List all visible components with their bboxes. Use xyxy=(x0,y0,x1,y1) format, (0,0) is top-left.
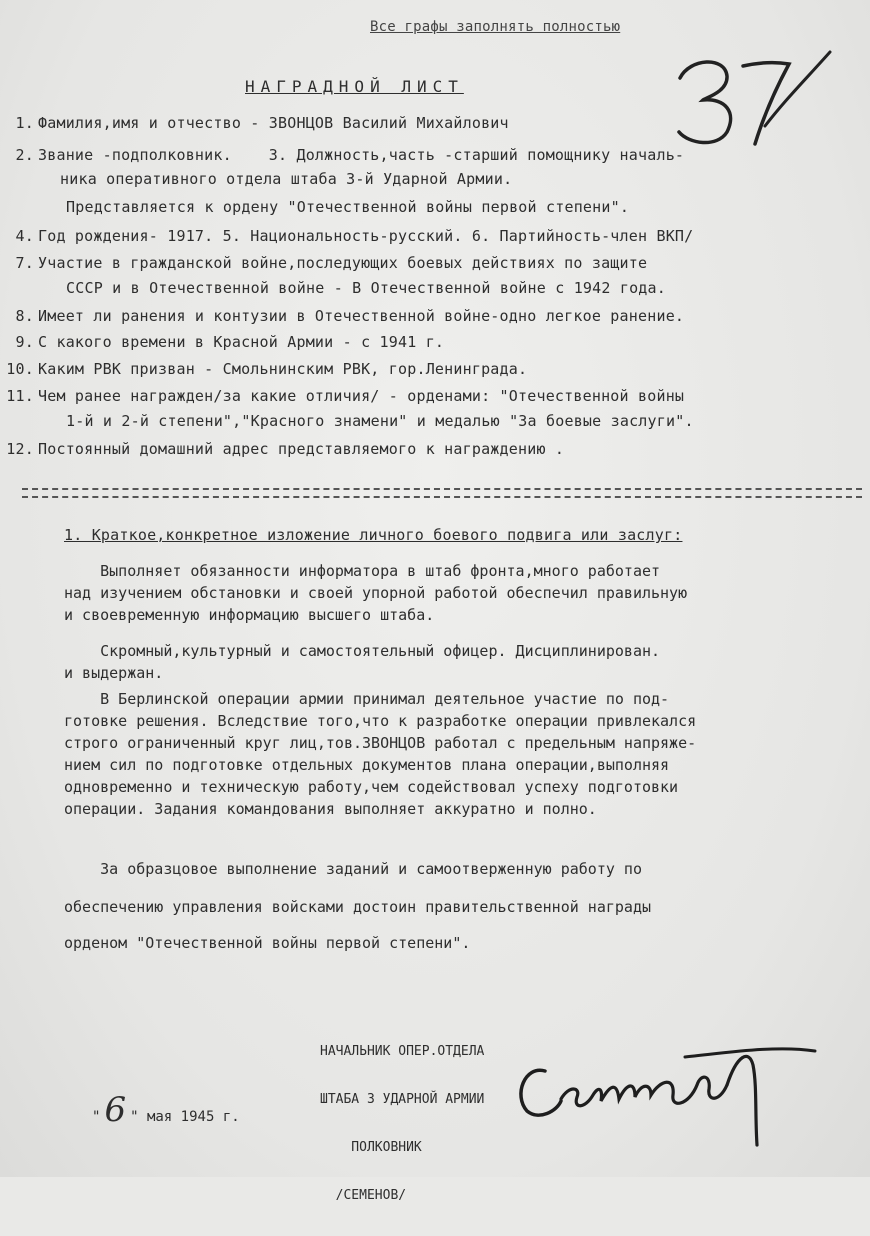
signature-line-4: /СЕМЕНОВ/ xyxy=(320,1188,407,1203)
signature-line-2: ШТАБА 3 УДАРНОЙ АРМИИ xyxy=(320,1092,485,1107)
item-1: 1. Фамилия,имя и отчество - ЗВОНЦОВ Василий Михайлович xyxy=(15,114,509,132)
paragraph-character: Скромный,культурный и самостоятельный офицер. Дисциплинирован. и выдержан. xyxy=(64,642,661,682)
handwritten-signature xyxy=(505,1025,825,1155)
separator-line xyxy=(22,488,862,498)
date-line: " 6 " мая 1945 г. xyxy=(92,1090,240,1130)
item-11: 11. Чем ранее награжден/за какие отличия/ - орденами: "Отечественной войны xyxy=(6,387,685,405)
paragraph-duties: Выполняет обязанности информатора в штаб фронта,много работает над изучением обстановки и своей упорной работой обеспечил правильную и своевременную информацию высшего штаба. xyxy=(64,562,688,624)
item-8: 8. Имеет ли ранения и контузии в Отечественной войне-одно легкое ранение. xyxy=(15,307,685,325)
item-2: 2. Звание -подполковник. 3. Должность,часть -старший помощнику началь- xyxy=(15,146,685,164)
item-9: 9. С какого времени в Красной Армии - с 1941 г. xyxy=(15,333,445,351)
item-11-line-2: 1-й и 2-й степени","Красного знамени" и медалью "За боевые заслуги". xyxy=(66,412,694,430)
header-note: Все графы заполнять полностью xyxy=(370,19,621,35)
item-4: 4. Год рождения- 1917. 5. Национальность-русский. 6. Партийность-член ВКП/ xyxy=(15,227,694,245)
signature-block xyxy=(320,1012,484,1236)
date-day: 6 xyxy=(104,1090,127,1130)
handwritten-number-mark xyxy=(665,40,845,150)
item-7-line-2: СССР и в Отечественной войне - В Отечественной войне с 1942 года. xyxy=(66,279,666,297)
paragraph-conclusion-3: орденом "Отечественной войны первой степени". xyxy=(64,934,471,952)
date-rest: мая 1945 г. xyxy=(146,1109,240,1125)
paragraph-conclusion-2: обеспечению управления войсками достоин правительственной награды xyxy=(64,898,651,916)
item-10: 10. Каким РВК призван - Смольнинским РВК, гор.Ленинграда. xyxy=(6,360,528,378)
section-title: 1. Краткое,конкретное изложение личного боевого подвига или заслуг: xyxy=(64,526,683,544)
item-award-line: Представляется к ордену "Отечественной войны первой степени". xyxy=(66,198,630,216)
item-12: 12. Постоянный домашний адрес представляемого к награждению . xyxy=(6,440,565,458)
item-2-line-2: ника оперативного отдела штаба 3-й Ударной Армии. xyxy=(60,170,513,188)
signature-line-3: ПОЛКОВНИК xyxy=(320,1140,422,1155)
paragraph-conclusion-1: За образцовое выполнение заданий и самоотверженную работу по xyxy=(64,860,642,878)
item-7: 7. Участие в гражданской войне,последующих боевых действиях по защите xyxy=(15,254,648,272)
document-title: НАГРАДНОЙ ЛИСТ xyxy=(245,77,464,96)
paragraph-berlin-operation: В Берлинской операции армии принимал деятельное участие по под- готовке решения. Вследствие того,что к разработке операции привлекался строго ограниченный круг лиц,тов.ЗВОНЦОВ работал с предельным напряже- нием сил по подготовке отдельных документов плана операции,выполняя одновременно и техническую работу,чем содействовал успеху подготовки операции. Задания командования выполняет аккуратно и полно. xyxy=(64,690,697,818)
signature-line-1: НАЧАЛЬНИК ОПЕР.ОТДЕЛА xyxy=(320,1044,485,1059)
